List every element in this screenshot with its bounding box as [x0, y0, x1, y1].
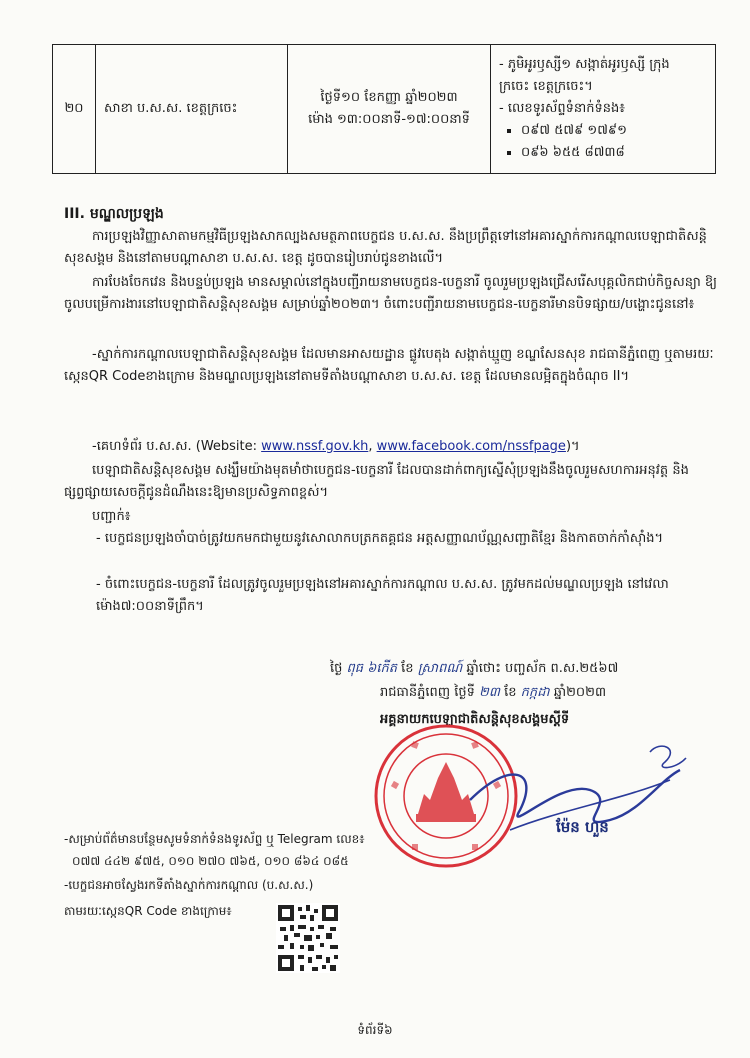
- website-suffix: )។: [565, 439, 580, 454]
- paragraph-exam-location: ការប្រឡងវិញ្ញាសាតាមកម្មវិធីប្រឡងសាកល្បងសមត្ថភាពបេក្ខជន ប.ស.ស. នឹងប្រព្រឹត្តទៅនៅអគារស្នាក់ការកណ្តាលបេឡាជាតិសន្តិសុខសង្គម និងនៅតាមបណ្តាសាខា ប.ស.ស. ខេត្ត ដូចបានរៀបរាប់ជូនខាងលើ។: [64, 229, 707, 266]
- paragraph-room-allocation: ការបែងចែកវេន និងបន្ទប់ប្រឡង មានសម្គាល់នៅក្នុងបញ្ជីរាយនាមបេក្ខជន-បេក្ខនារី ចូលរួមប្រឡងជ្រើសរើសបុគ្គលិកជាប់កិច្ចសន្យា ឱ្យចូលបម្រើការងារនៅបេឡាជាតិសន្តិសុខសង្គម សម្រាប់ឆ្នាំ២០២៣។ ចំពោះបញ្ជីរាយនាមបេក្ខជន-បេក្ខនារីមានបិទផ្សាយ/បង្ហោះជូននៅ៖: [64, 275, 718, 312]
- nssf-website-link[interactable]: www.nssf.gov.kh: [261, 439, 369, 454]
- facebook-page-link[interactable]: www.facebook.com/nssfpage: [376, 439, 566, 454]
- phone-list: [499, 120, 707, 164]
- handwritten-lunar-day: ពុធ ៦កើត: [346, 661, 398, 676]
- address-line-1: - ភូមិអូរឫស្សី១ សង្កាត់អូរឫស្សី ក្រុង: [499, 57, 670, 72]
- phone-item: ▪ ០៩៦ ៦៥៥ ៨៧៣៨: [521, 142, 707, 164]
- footer-phone-numbers: ០៧៧ ៤៤២ ៩៧៥, ០១០ ២៧០ ៧៦៥, ០១០ ៨៦៤ ០៨៥: [72, 854, 349, 868]
- exam-datetime: [288, 45, 491, 174]
- signatory-name: ម៉ែន ហួន: [556, 818, 609, 836]
- paragraph-website: [64, 436, 720, 458]
- exam-date: ថ្ងៃទី១០ ខែកញ្ញា ឆ្នាំ២០២៣: [320, 90, 458, 105]
- website-separator: ,: [368, 439, 377, 454]
- branch-name: សាខា ប.ស.ស. ខេត្តក្រចេះ: [96, 45, 288, 174]
- exam-time: ម៉ោង ១៣:០០នាទី-១៧:០០នាទី: [308, 112, 470, 127]
- solar-date: រាជធានីភ្នំពេញ ថ្ងៃទី ២៣ ខែ កក្កដា ឆ្នាំ២០២៣: [380, 685, 607, 700]
- paragraph-posting-places: -ស្នាក់ការកណ្តាលបេឡាជាតិសន្តិសុខសង្គម ដែលមានអាសយដ្ឋាន ផ្លូវបេតុង សង្កាត់ឃ្មួញ ខណ្ឌសែនសុខ រាជធានីភ្នំពេញ ឬតាមរយៈស្កេនQR Codeខាងក្រោម និងមណ្ឌលប្រឡងនៅតាមទីតាំងបណ្តាសាខា ប.ស.ស. ខេត្ត ដែលមានលម្អិតក្នុងចំណុច II។: [64, 347, 714, 384]
- handwritten-lunar-month: ស្រាពណ៍: [417, 661, 463, 676]
- address-line-2: ក្រចេះ ខេត្តក្រចេះ។: [499, 79, 593, 94]
- exam-center-table: [52, 44, 716, 174]
- handwritten-month: កក្កដា: [520, 685, 550, 700]
- paragraph-closing: បេឡាជាតិសន្តិសុខសង្គម សង្ឃឹមយ៉ាងមុតមាំថាបេក្ខជន-បេក្ខនារី ដែលបានដាក់ពាក្យស្នើសុំប្រឡងនឹងចូលរួមសហការអនុវត្ត និងផ្សព្វផ្សាយសេចក្តីជូនដំណឹងនេះឱ្យមានប្រសិទ្ធភាពខ្ពស់។: [64, 463, 689, 500]
- note-item: - ចំពោះបេក្ខជន-បេក្ខនារី ដែលត្រូវចូលរួមប្រឡងនៅអគារស្នាក់ការកណ្តាល ប.ស.ស. ត្រូវមកដល់មណ្ឌលប្រឡង នៅវេលាម៉ោង៧:០០នាទីព្រឹក។: [96, 577, 669, 614]
- phone-item: ▪ ០៩៧ ៥៧៩ ១៧៩១: [521, 120, 707, 142]
- qr-code-icon[interactable]: [276, 903, 340, 973]
- footer-qr-info: -បេក្ខជនអាចស្វែងរកទីតាំងស្នាក់ការកណ្តាល (ប.ស.ស.): [64, 878, 314, 892]
- note-item: - បេក្ខជនប្រឡងចាំបាច់ត្រូវយកមកជាមួយនូវសោលាកបត្រកតគ្គជន អត្តសញ្ញាណប័ណ្ណសញ្ជាតិខ្មែរ និងកាតចាក់កាំស៊ាំង។: [96, 531, 664, 546]
- lunar-date: ថ្ងៃ ពុធ ៦កើត ខែ ស្រាពណ៍ ឆ្នាំថោះ បញ្ចស័ក ព.ស.២៥៦៧: [330, 661, 619, 676]
- branch-contact: [491, 45, 716, 174]
- phone-label: - លេខទូរស័ព្ទទំនាក់ទំនង៖: [499, 101, 625, 116]
- website-prefix: -គេហទំព័រ ប.ស.ស. (Website:: [92, 439, 262, 454]
- footer-qr-instruction: តាមរយៈស្កេនQR Code ខាងក្រោម៖: [64, 904, 232, 918]
- table-row: [53, 45, 716, 174]
- signatory-title: អគ្គនាយកបេឡាជាតិសន្តិសុខសង្គមស្តីទី: [380, 712, 570, 727]
- note-label: បញ្ជាក់៖: [92, 509, 131, 524]
- page-number: ទំព័រទី៦: [357, 1023, 393, 1037]
- row-number: ២០: [53, 45, 96, 174]
- handwritten-day: ២៣: [479, 685, 500, 700]
- footer-contact-label: -សម្រាប់ព័ត៌មានបន្ថែមសូមទំនាក់ទំនងទូរស័ព្ទ ឬ Telegram លេខ៖: [64, 832, 365, 846]
- section-heading: III. មណ្ឌលប្រឡង: [64, 206, 164, 222]
